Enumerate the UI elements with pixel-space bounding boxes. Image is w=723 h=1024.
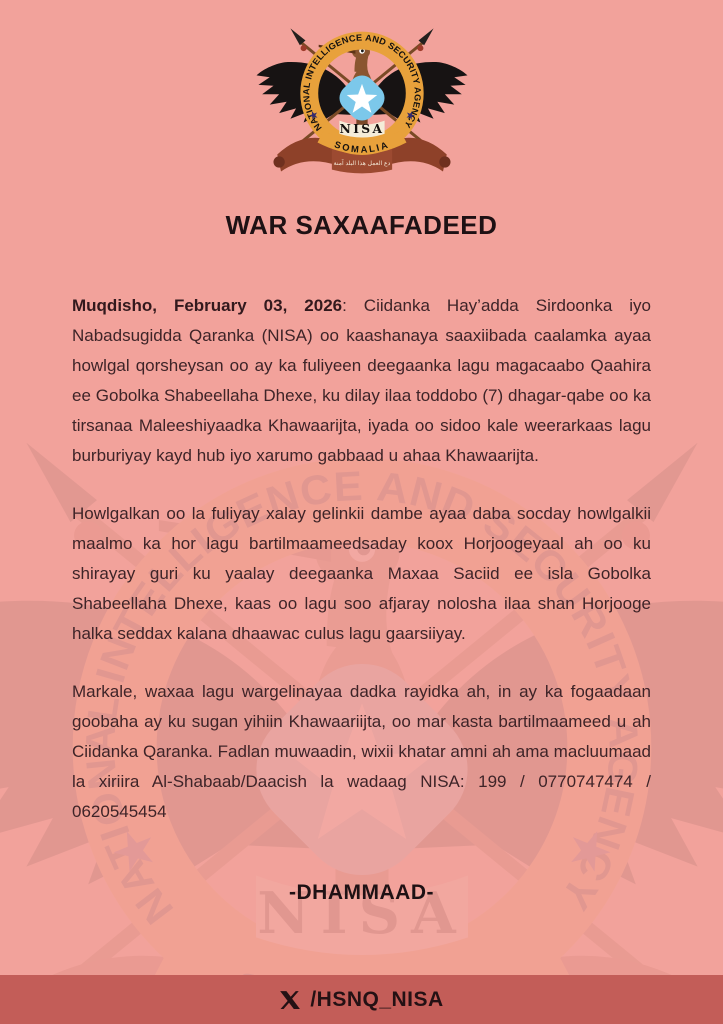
social-handle[interactable]: /HSNQ_NISA [310, 987, 444, 1011]
dateline: Muqdisho, February 03, 2026 [72, 296, 343, 315]
end-mark: -DHAMMAAD- [289, 881, 434, 904]
footer-bar [0, 975, 723, 1024]
press-release-body [72, 291, 651, 827]
page-title: WAR SAXAAFADEED [225, 210, 498, 240]
x-logo-icon[interactable] [279, 989, 301, 1011]
paragraph-public-advisory [72, 677, 651, 827]
paragraph-2-text: Howlgalkan oo la fuliyay xalay gelinkii dambe ayaa daba socday howlgalkii maalmo ka hor lagu bartilmaameedsaday koox Horjoogeyaal ah oo ku shirayay guri ku yaalay deegaanka Maxaa Saciid ee isla Gobolka Shabeellaha Dhexe, kaas oo lagu soo afjaray nolosha ilaa shan Horjooge halka seddax kalana dhaawac culus lagu gaarsiiyay. [72, 504, 651, 643]
nisa-emblem [249, 13, 475, 183]
paragraph-1-text: : Ciidanka Hay’adda Sirdoonka iyo Nabadsugidda Qaranka (NISA) oo kaashanaya saaxiibada caalamka ayaa howlgal qorsheysan oo ay ka fuliyeen deegaanka lagu magacaabo Qaahira ee Gobolka Shabeellaha Dhexe, ku dilay ilaa toddobo (7) dhagar-qabe oo ka tirsanaa Maleeshiyaadka Khawaarijta, iyada oo sidoo kale weerarkaas lagu burburiyay kayd hub iyo xarumo gabbaad u ahaa Khawaarijta. [72, 296, 651, 465]
paragraph-3-text: Markale, waxaa lagu wargelinayaa dadka rayidka ah, in ay ka fogaadaan goobaha ay ku sugan yihiin Khawaariijta, oo mar kasta bartilmaameed u ah Ciidanka Qaranka. Fadlan muwaadin, wixii khatar amni ah ama macluumaad la xiriira Al-Shabaab/Daacish la wadaag NISA: 199 / 0770747474 / 0620545454 [72, 682, 651, 821]
paragraph-operation-report [72, 291, 651, 471]
paragraph-previous-operation [72, 499, 651, 649]
